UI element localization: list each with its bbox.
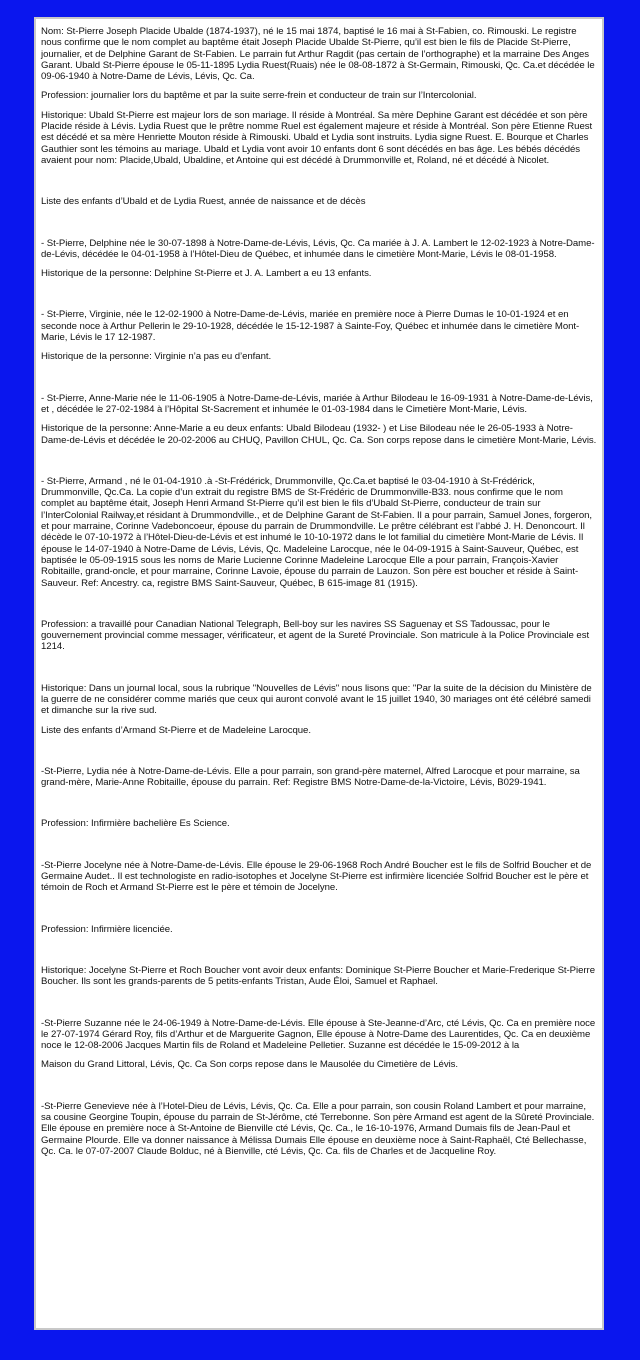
entry-armand: - St-Pierre, Armand , né le 01-04-1910 .à -St-Frédérick, Drummonville, Qc.Ca.et baptisé le 03-04-1910 à St-Frédérick, Drummonville, Qc.Ca. La copie d’un extrait du registre BMS de St-Frédéric de Drummonville-B33. nous confirme que le nom complet au baptême était, Joseph Henri Armand St-Pierre qu’il est bien le fils d’Ubald St-Pierre, conducteur de train sur l’InterColonial Railway,et résidant à Drummondville., et de Delphine Garant de St-Fabien. Il a pour parrain, Samuel Jones, forgeron, et pour marraine, Corinne Vadeboncoeur, épouse du parrain de Drummondville. Le prêtre célébrant est l’abbé J. H. Denoncourt. Il décède le 07-10-1972 à l’Hôtel-Dieu-de-Lévis et est inhumé le 10-10-1972 dans le lot familial du cimetière Mont-Marie de Lévis. Il épouse le 14-07-1940 à Notre-Dame de Lévis, Lévis, Qc. Madeleine Larocque, née le 04-09-1915 à Saint-Sauveur, Québec, est baptisée le 05-09-1915 sous les noms de Marie Lucienne Corinne Madeleine Larocque Elle a pour parrain, François-Xavier Robitaille, grand-oncle, et pour marraine, Corinne Lavoie, épouse du parrain de Lauzon. Son père est boucher et réside à Saint-Sauveur. Ref: Ancestry. ca, registre BMS Saint-Sauveur, Québec, B 615-image 81 (1915).: [41, 475, 593, 589]
entry-virginie: - St-Pierre, Virginie, née le 12-02-1900 à Notre-Dame-de-Lévis, mariée en première noce à Pierre Dumas le 10-01-1924 et en seconde noce à Arthur Pellerin le 29-10-1928, décédée le 15-12-1987 à Sainte-Foy, Québec et inhumée dans le cimetière Mont-Marie, Lévis le 17 12-1987.: [41, 309, 580, 344]
heading-children-armand: Liste des enfants d’Armand St-Pierre et de Madeleine Larocque.: [41, 724, 311, 736]
paragraph-historique-ubald: Historique: Ubald St-Pierre est majeur lors de son mariage. Il réside à Montréal. Sa mère Dephine Garant est décédée et son père Placide réside à Lévis. Lydia Ruest que le prêtre nomme Ruel est également majeure et réside à Montréal. Son père Etienne Ruest est décédé et sa mère Henriette Mouton réside à Rimouski. Ubald et Lydia sont instruits. Lydia signe Ruest. E. Bourque et Charles Gauthier sont les témoins au mariage. Ubald et Lydia vont avoir 10 enfants dont 6 sont décédés en bas âge. Les bébés décédés avaient pour nom: Placide,Ubald, Ubaldine, et Antoine qui est décédé à Drummonville et, Roland, né et décédé à Nicolet.: [41, 109, 593, 166]
entry-jocelyne: -St-Pierre Jocelyne née à Notre-Dame-de-Lévis. Elle épouse le 29-06-1968 Roch André Boucher est le fils de Solfrid Boucher et de Germaine Audet.. Il est technologiste en radio-isotophes et Jocelyne St-Pierre est infirmière licenciée Solfrid Boucher est le père et témoin de Roch et Armand St-Pierre est le père et témoin de Jocelyne.: [41, 859, 592, 894]
entry-anne-marie: - St-Pierre, Anne-Marie née le 11-06-1905 à Notre-Dame-de-Lévis, mariée à Arthur Bilodeau le 16-09-1931 à Notre-Dame-de-Lévis, et , décédée le 27-02-1984 à l’Hôpital St-Sacrement et inhumée le 01-03-1984 dans le Cimetière Mont-Marie, Lévis.: [41, 392, 593, 415]
entry-suzanne-continued: Maison du Grand Littoral, Lévis, Qc. Ca Son corps repose dans le Mausolée du Cimetière de Lévis.: [41, 1059, 459, 1071]
entry-delphine: - St-Pierre, Delphine née le 30-07-1898 à Notre-Dame-de-Lévis, Lévis, Qc. Ca mariée à J. A. Lambert le 12-02-1923 à Notre-Dame-de-Lévis, décédée le 04-01-1958 à l’Hôtel-Dieu de Québec, et inhumée dans le cimetière Mont-Marie, Lévis le 08-01-1958.: [41, 237, 595, 260]
entry-suzanne: -St-Pierre Suzanne née le 24-06-1949 à Notre-Dame-de-Lévis. Elle épouse à Ste-Jeanne-d’Arc, cté Lévis, Qc. Ca en première noce le 27-07-1974 Gérard Roy, fils d’Arthur et de Marguerite Gagnon, Elle épouse à Notre-Dame des Laurentides, Qc. Ca en deuxième noce le 12-08-2006 Jacques Martin fils de Roland et Madeleine Pelletier. Suzanne est décédée le 15-09-2012 à la: [41, 1017, 596, 1052]
historique-virginie: Historique de la personne: Virginie n’a pas eu d’enfant.: [41, 351, 272, 363]
historique-armand: Historique: Dans un journal local, sous la rubrique "Nouvelles de Lévis" nous lisons que: "Par la suite de la décision du Ministère de la guerre de ne considérer comme mariés que ceux qui auront convolé avant le 15 juillet 1940, 30 mariages ont été célébré samedi et dimanche sur la rive sud.: [41, 682, 592, 717]
profession-jocelyne: Profession: Infirmière licenciée.: [41, 923, 173, 935]
paragraph-nom: Nom: St-Pierre Joseph Placide Ubalde (1874-1937), né le 15 mai 1874, baptisé le 16 mai à St-Fabien, co. Rimouski. Le registre nous confirme que le nom complet au baptême était Joseph Placide Ubalde St-Pierre, qu’il est bien le fils de Placide St-Pierre, journalier, et de Delphine Garant de St-Fabien. Le parrain fut Arthur Ragdit (pas certain de l’orthographe) et la marraine Des Anges Garant. Ubald St-Pierre épouse le 05-11-1895 Lydia Ruest(Ruais) née le 08-08-1872 à St-Germain, Rimouski, Qc. Ca.et décédée le 09-06-1940 à Notre-Dame de Lévis, Lévis, Qc. Ca.: [41, 26, 595, 83]
historique-jocelyne: Historique: Jocelyne St-Pierre et Roch Boucher vont avoir deux enfants: Dominique St-Pierre Boucher et Marie-Frederique St-Pierre Boucher. Ils sont les grands-parents de 5 petits-enfants Tristan, Aude Éloi, Samuel et Raphael.: [41, 964, 595, 988]
historique-anne-marie: Historique de la personne: Anne-Marie a eu deux enfants: Ubald Bilodeau (1932- ) et Lise Bilodeau née le 26-05-1933 à Notre-Dame-de-Lévis et décédée le 20-02-2006 au CHUQ, Pavillon CHUL, Qc. Ca. Son corps repose dans le cimetière Mont-Marie, Lévis.: [41, 423, 597, 446]
entry-lydia: -St-Pierre, Lydia née à Notre-Dame-de-Lévis. Elle a pour parrain, son grand-père maternel, Alfred Larocque et pour marraine, sa grand-mère, Marie-Anne Robitaille, épouse du parrain. Ref: Registre BMS Notre-Dame-de-la-Victoire, Lévis, B029-1941.: [41, 765, 580, 789]
paragraph-profession-ubald: Profession: journalier lors du baptême et par la suite serre-frein et conducteur de train sur l’Intercolonial.: [41, 90, 477, 102]
heading-children-ubald: Liste des enfants d’Ubald et de Lydia Ruest, année de naissance et de décès: [41, 196, 366, 208]
document-body: [36, 19, 602, 1157]
document-page: [34, 17, 604, 1330]
profession-lydia: Profession: Infirmière bachelière Es Science.: [41, 818, 230, 830]
profession-armand: Profession: a travaillé pour Canadian National Telegraph, Bell-boy sur les navires SS Saguenay et SS Tadoussac, pour le gouvernement provincial comme messager, vérificateur, et agent de la Sureté Provinciale. Son matricule à la Police Provinciale est 1214.: [41, 618, 590, 653]
historique-delphine: Historique de la personne: Delphine St-Pierre et J. A. Lambert a eu 13 enfants.: [41, 268, 372, 280]
entry-genevieve: -St-Pierre Genevieve née à l’Hotel-Dieu de Lévis, Lévis, Qc. Ca. Elle a pour parrain, son cousin Roland Lambert et pour marraine, sa cousine Georgine Toupin, épouse du parrain de St-Jérôme, cté Terrebonne. Son père Armand est agent de la Sûreté Provinciale. Elle épouse en première noce à St-Antoine de Bienville cté Lévis, Qc. Ca., le 16-10-1976, Armand Dumais fils de Jean-Paul et Germaine Plourde. Elle va donner naissance à Mélissa Dumais Elle épouse en deuxième noce à Saint-Raphaël, Cté Bellechasse, Qc. Ca. le 07-07-2007 Claude Bolduc, né à Bienville, cté Lévis, Qc. Ca. fils de Charles et de Jacqueline Roy.: [41, 1100, 595, 1157]
